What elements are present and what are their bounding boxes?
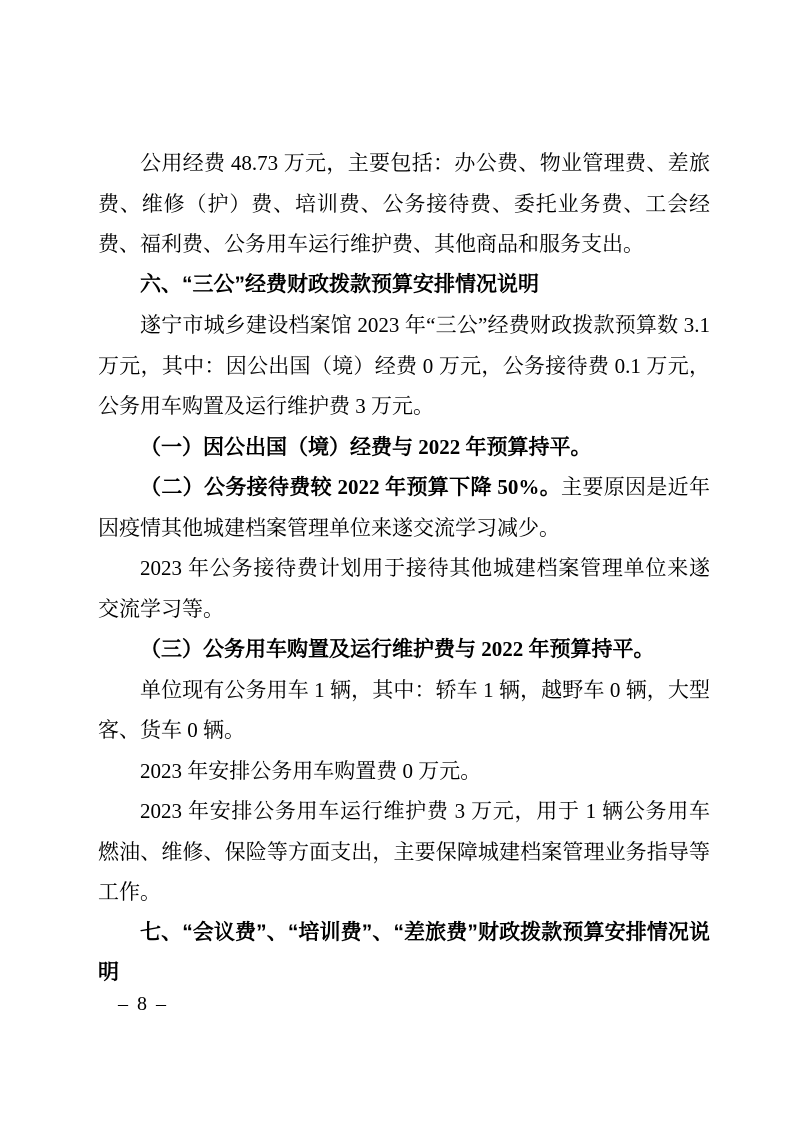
paragraph-vehicle-maintenance: 2023 年安排公务用车运行维护费 3 万元，用于 1 辆公务用车燃油、维修、保险等方面支出，主要保障城建档案管理业务指导等工作。 bbox=[98, 799, 710, 904]
paragraph-vehicle-count: 单位现有公务用车 1 辆，其中：轿车 1 辆，越野车 0 辆，大型客、货车 0 辆。 bbox=[98, 677, 710, 742]
document-body bbox=[98, 143, 710, 994]
page-number: – 8 – bbox=[118, 993, 168, 1015]
paragraph-public-expenses: 公用经费 48.73 万元，主要包括：办公费、物业管理费、差旅费、维修（护）费、培训费、公务接待费、委托业务费、工会经费、福利费、公务用车运行维护费、其他商品和服务支出。 bbox=[98, 151, 710, 256]
heading-section-6: 六、“三公”经费财政拨款预算安排情况说明 bbox=[140, 272, 539, 296]
paragraph-vehicle-purchase: 2023 年安排公务用车购置费 0 万元。 bbox=[140, 758, 482, 783]
paragraph-sangong-budget: 遂宁市城乡建设档案馆 2023 年“三公”经费财政拨款预算数 3.1 万元，其中：因公出国（境）经费 0 万元，公务接待费 0.1 万元，公务用车购置及运行维护费 3 万元。 bbox=[98, 313, 710, 418]
heading-section-7: 七、“会议费”、“培训费”、“差旅费”财政拨款预算安排情况说明 bbox=[98, 920, 710, 984]
reception-decline-reason: 主要原因是近年因疫情其他城建档案管理单位来遂交流学习减少。 bbox=[98, 475, 711, 540]
subheading-vehicle-budget-flat: （三）公务用车购置及运行维护费与 2022 年预算持平。 bbox=[140, 637, 655, 661]
paragraph-reception-plan: 2023 年公务接待费计划用于接待其他城建档案管理单位来遂交流学习等。 bbox=[98, 556, 710, 621]
subheading-reception-decline: （二）公务接待费较 2022 年预算下降 50%。 bbox=[140, 475, 562, 499]
subheading-abroad-expense-flat: （一）因公出国（境）经费与 2022 年预算持平。 bbox=[140, 434, 592, 459]
paragraph-reception-decline bbox=[98, 467, 710, 548]
